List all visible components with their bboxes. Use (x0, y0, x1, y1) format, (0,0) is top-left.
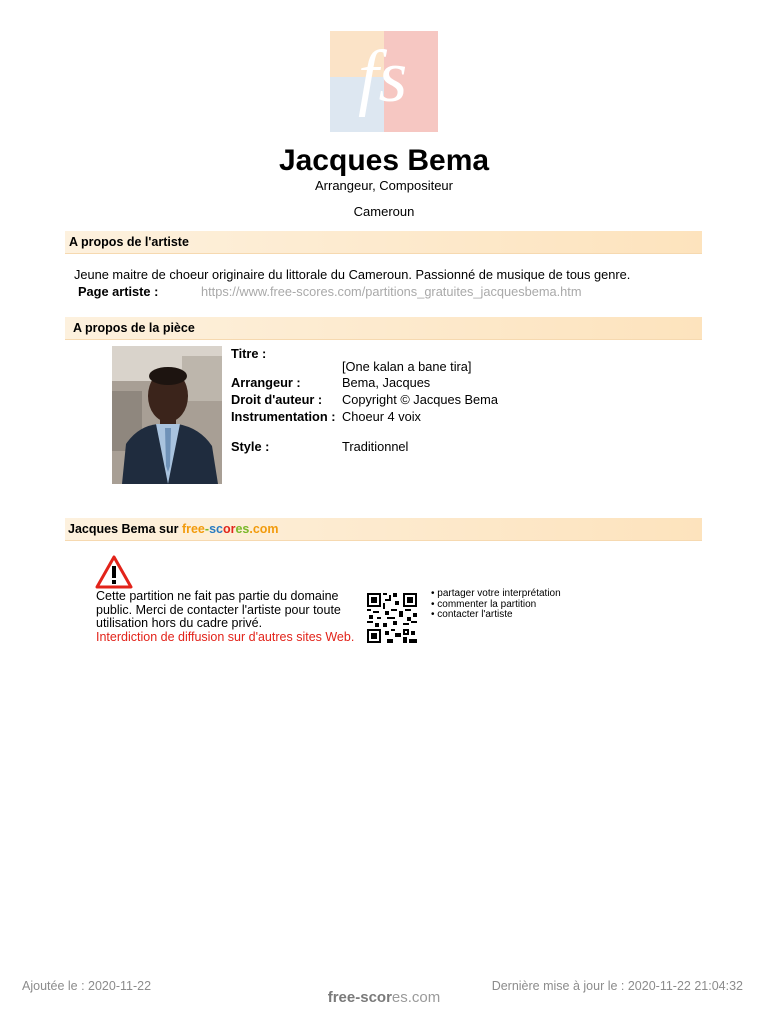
artist-name: Jacques Bema (278, 144, 490, 177)
artist-country: Cameroun (353, 204, 415, 219)
artist-page-label: Page artiste : (78, 284, 159, 299)
section-header-about-artist (65, 231, 702, 254)
action-contact[interactable]: • contacter l'artiste (431, 609, 513, 620)
action-comment[interactable]: • commenter la partition (431, 598, 537, 610)
droit-auteur-label: Droit d'auteur : (231, 392, 323, 407)
section-title: A propos de la pièce (73, 321, 195, 335)
arrangeur-value: Bema, Jacques (342, 375, 431, 390)
artist-description: Jeune maitre de choeur originaire du littorale du Cameroun. Passionné de musique de tous genre. (74, 267, 631, 282)
notice-warning: Interdiction de diffusion sur d'autres sites Web. (96, 629, 355, 644)
section-title-prefix: Jacques Bema sur (68, 522, 182, 536)
updated-date: Dernière mise à jour le : 2020-11-22 21:04:32 (491, 979, 743, 993)
section-title: A propos de l'artiste (69, 235, 189, 249)
warning-icon (95, 555, 133, 589)
qr-code[interactable] (367, 593, 417, 643)
droit-auteur-value: Copyright © Jacques Bema (342, 392, 498, 407)
free-scores-logo (330, 31, 438, 132)
style-label: Style : (231, 439, 270, 454)
free-scores-brand-link[interactable]: free-scores.com (181, 522, 279, 536)
section-title (68, 522, 279, 537)
titre-label: Titre : (231, 346, 267, 361)
artist-actions-list (431, 589, 561, 621)
arrangeur-label: Arrangeur : (231, 375, 301, 390)
footer-brand: free-scores.com (327, 989, 441, 1006)
instrumentation-value: Choeur 4 voix (342, 409, 421, 424)
section-header-about-piece (65, 317, 702, 340)
section-header-artist-on-site (65, 518, 702, 541)
style-value: Traditionnel (342, 439, 409, 454)
svg-text:fs: fs (358, 36, 408, 118)
copyright-notice (96, 590, 358, 644)
artist-photo (112, 346, 222, 484)
artist-roles: Arrangeur, Compositeur (314, 178, 453, 193)
added-date: Ajoutée le : 2020-11-22 (22, 979, 152, 993)
artist-page-link[interactable]: https://www.free-scores.com/partitions_gratuites_jacquesbema.htm (201, 284, 582, 299)
titre-value: [One kalan a bane tira] (342, 359, 472, 374)
action-share[interactable]: • partager votre interprétation (431, 588, 561, 599)
notice-text: Cette partition ne fait pas partie du domaine public. Merci de contacter l'artiste pour toute utilisation hors du cadre privé. (96, 589, 341, 630)
instrumentation-label: Instrumentation : (231, 409, 336, 424)
